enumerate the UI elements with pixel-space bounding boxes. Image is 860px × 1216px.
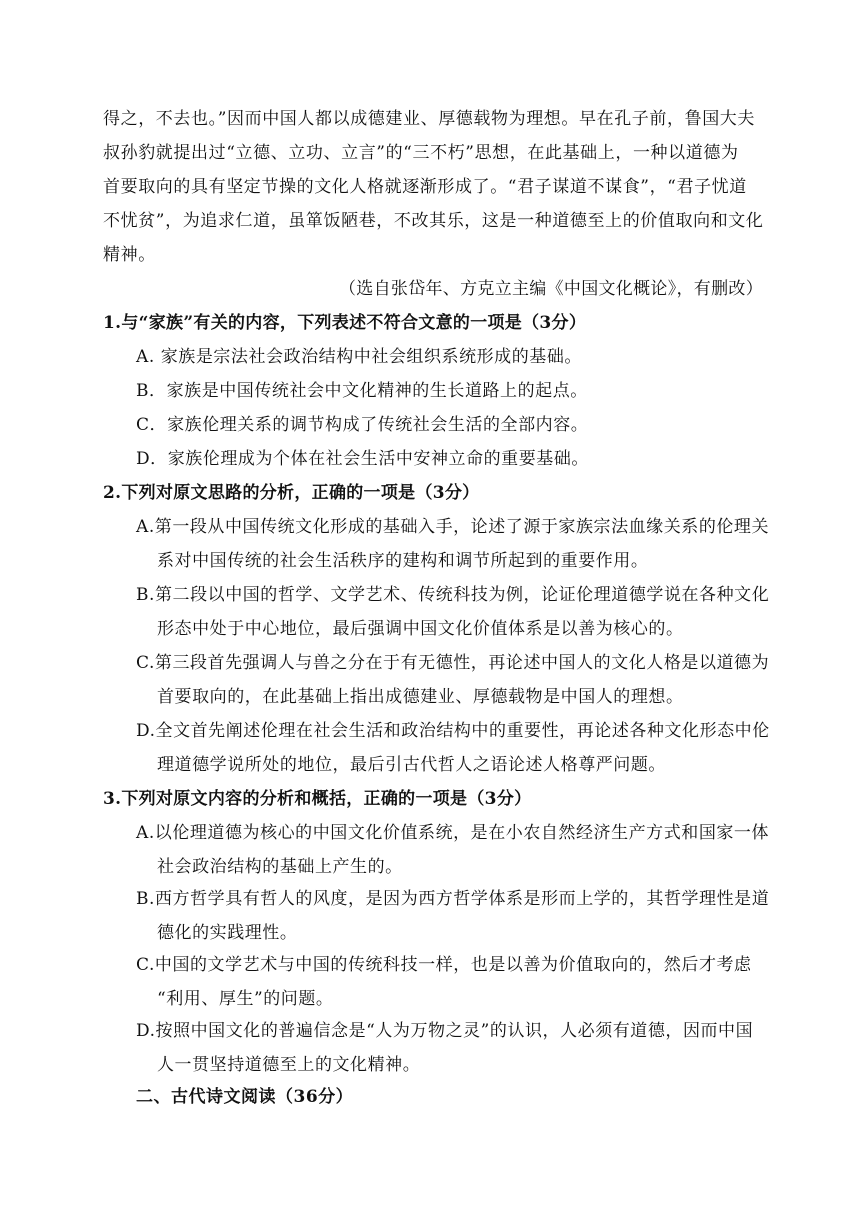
passage-source: （选自张岱年、方克立主编《中国文化概论》，有删改） — [339, 279, 763, 299]
option-line: 德化的实践理性。 — [157, 923, 298, 943]
question-2-option-a — [136, 510, 770, 578]
section-heading: 二、古代诗文阅读（36分） — [136, 1087, 354, 1107]
question-3-option-b — [136, 882, 770, 950]
option-line: 人一贯坚持道德至上的文化精神。 — [157, 1055, 421, 1075]
question-1-option-d — [136, 442, 761, 476]
option-line: B.第二段以中国的哲学、文学艺术、传统科技为例，论证伦理道德学说在各种文化 — [136, 585, 770, 605]
question-3-option-d — [136, 1014, 761, 1082]
passage-line: 得之，不去也。”因而中国人都以成德建业、厚德载物为理想。早在孔子前，鲁国大夫 — [103, 109, 755, 129]
option-line: D.按照中国文化的普遍信念是“人为万物之灵”的认识，人必须有道德，因而中国 — [136, 1021, 754, 1041]
passage-line: 不忧贫”，为追求仁道，虽箪饭陋巷，不改其乐，这是一种道德至上的价值取向和文化 — [103, 211, 764, 231]
option-line: 首要取向的，在此基础上指出成德建业、厚德载物是中国人的理想。 — [157, 687, 684, 707]
question-2-title: 2.下列对原文思路的分析，正确的一项是（3分） — [103, 483, 480, 503]
option-line: A.以伦理道德为核心的中国文化价值系统，是在小农自然经济生产方式和国家一体 — [136, 823, 770, 843]
option-line: C.中国的文学艺术与中国的传统科技一样，也是以善为价值取向的，然后才考虑 — [136, 955, 752, 975]
option-line: 社会政治结构的基础上产生的。 — [157, 857, 403, 877]
question-2-option-c — [136, 646, 770, 714]
passage-line: 首要取向的具有坚定节操的文化人格就逐渐形成了。“君子谋道不谋食”，“君子忧道 — [103, 177, 747, 197]
option-line: A.第一段从中国传统文化形成的基础入手，论述了源于家族宗法血缘关系的伦理关 — [136, 517, 770, 537]
question-3-option-a — [136, 816, 770, 884]
option-line: C.第三段首先强调人与兽之分在于有无德性，再论述中国人的文化人格是以道德为 — [136, 653, 770, 673]
question-1-title: 1.与“家族”有关的内容，下列表述不符合文意的一项是（3分） — [103, 313, 587, 333]
option-line: D．家族伦理成为个体在社会生活中安神立命的重要基础。 — [136, 449, 589, 469]
question-3-option-c — [136, 948, 761, 1016]
question-1-option-b — [136, 374, 761, 408]
option-line: A. 家族是宗法社会政治结构中社会组织系统形成的基础。 — [136, 347, 582, 367]
passage-line: 叔孙豹就提出过“立德、立功、立言”的“三不朽”思想，在此基础上，一种以道德为 — [103, 143, 739, 163]
option-line: B．家族是中国传统社会中文化精神的生长道路上的起点。 — [136, 381, 588, 401]
question-1-option-a — [136, 340, 761, 374]
passage-paragraph — [103, 102, 763, 272]
option-line: B.西方哲学具有哲人的风度，是因为西方哲学体系是形而上学的，其哲学理性是道 — [136, 889, 770, 909]
option-line: 理道德学说所处的地位，最后引古代哲人之语论述人格尊严问题。 — [157, 755, 666, 775]
option-line: C．家族伦理关系的调节构成了传统社会生活的全部内容。 — [136, 415, 589, 435]
option-line: 系对中国传统的社会生活秩序的建构和调节所起到的重要作用。 — [157, 551, 649, 571]
passage-line: 精神。 — [103, 245, 156, 265]
question-3-title: 3.下列对原文内容的分析和概括，正确的一项是（3分） — [103, 789, 532, 809]
question-2-option-d — [136, 714, 770, 782]
option-line: 形态中处于中心地位，最后强调中国文化价值体系是以善为核心的。 — [157, 619, 684, 639]
option-line: “利用、厚生”的问题。 — [157, 989, 334, 1009]
question-2-option-b — [136, 578, 770, 646]
question-1-option-c — [136, 408, 761, 442]
option-line: D.全文首先阐述伦理在社会生活和政治结构中的重要性，再论述各种文化形态中伦 — [136, 721, 770, 741]
